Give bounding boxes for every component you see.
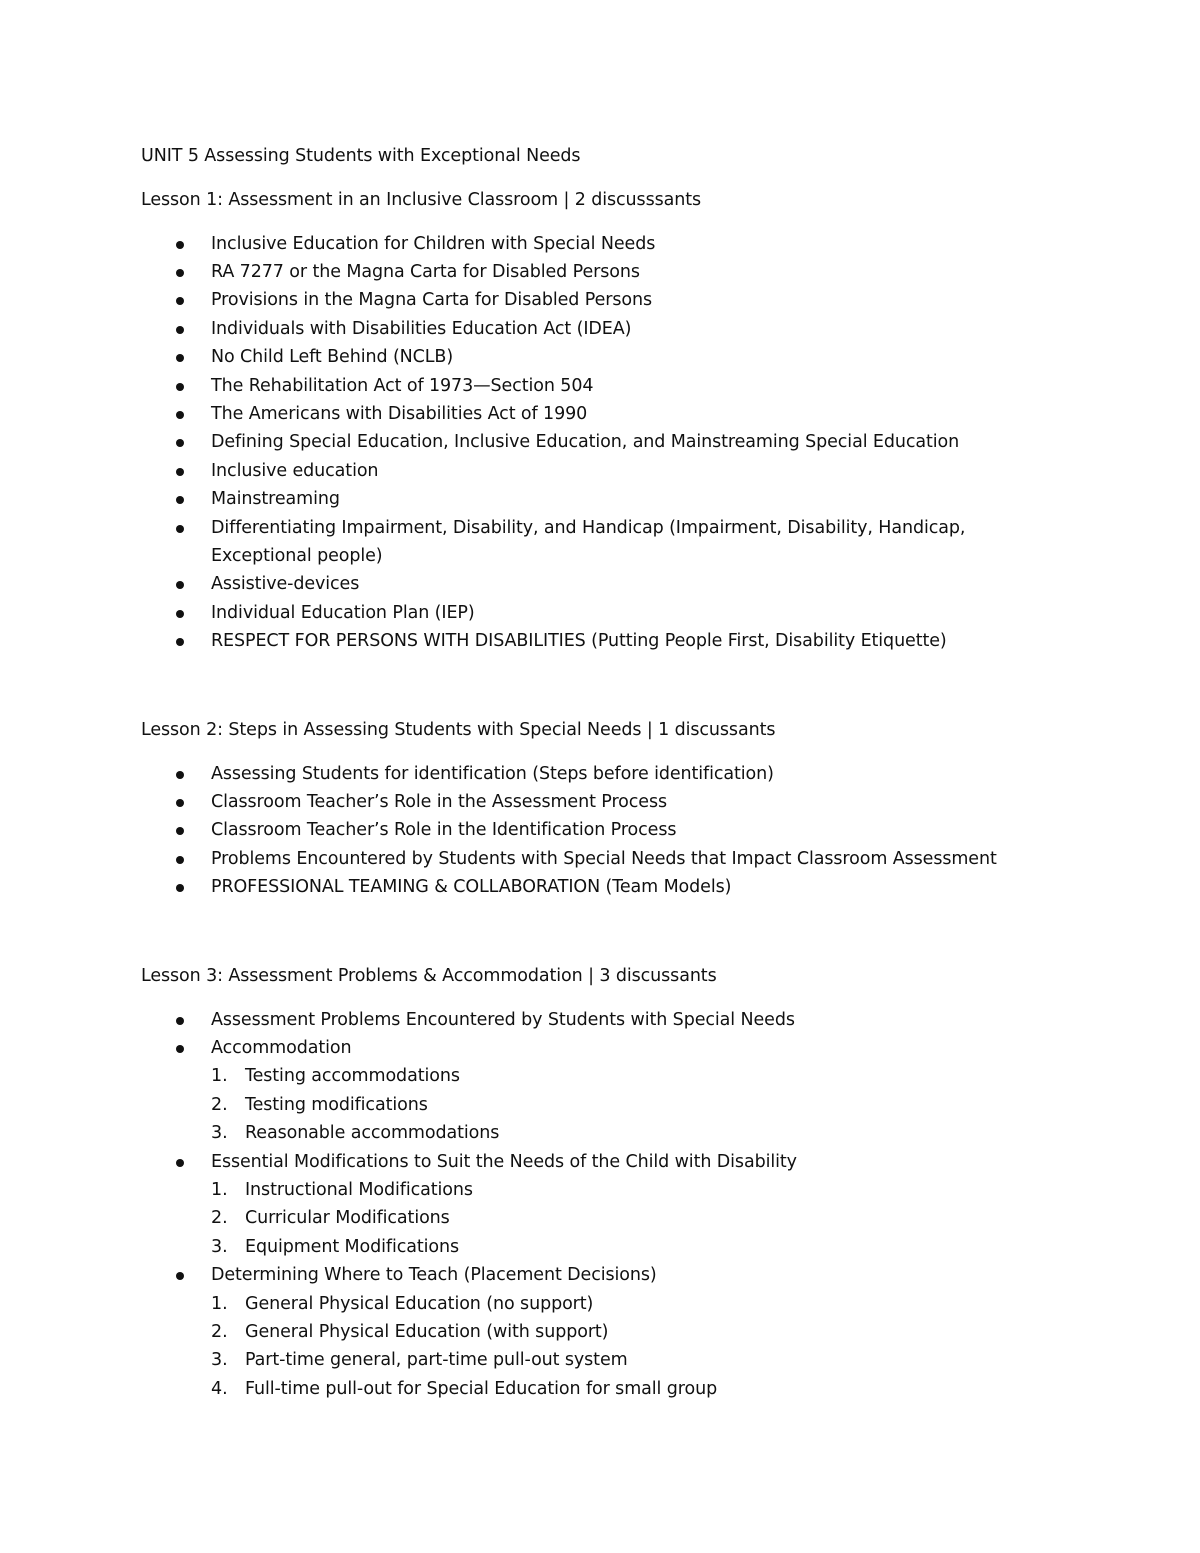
bullet-icon: [176, 411, 184, 419]
bullet-icon: [176, 468, 184, 476]
bullet-icon: [176, 241, 184, 249]
bullet-icon: [176, 799, 184, 807]
list-number: 1.: [211, 1066, 228, 1087]
sub-list-item: General Physical Education (with support): [245, 1321, 609, 1342]
sub-list-item: Curricular Modifications: [245, 1208, 450, 1229]
unit-title: UNIT 5 Assessing Students with Exceptional Needs: [141, 146, 581, 166]
lesson-title-1: Lesson 1: Assessment in an Inclusive Classroom | 2 discusssants: [141, 190, 701, 210]
list-number: 2.: [211, 1208, 228, 1229]
list-item: Essential Modifications to Suit the Needs of the Child with Disability: [211, 1151, 797, 1172]
sub-list-item: Testing modifications: [245, 1094, 428, 1115]
list-number: 3.: [211, 1350, 228, 1371]
bullet-icon: [176, 1045, 184, 1053]
list-item: Determining Where to Teach (Placement Decisions): [211, 1265, 657, 1286]
bullet-icon: [176, 269, 184, 277]
list-item: The Rehabilitation Act of 1973—Section 504: [211, 375, 594, 396]
list-item: RA 7277 or the Magna Carta for Disabled Persons: [211, 261, 640, 282]
sub-list-item: Reasonable accommodations: [245, 1123, 500, 1144]
sub-list-item: Instructional Modifications: [245, 1179, 473, 1200]
bullet-icon: [176, 1159, 184, 1167]
list-item: Differentiating Impairment, Disability, and Handicap (Impairment, Disability, Handicap,: [211, 517, 966, 538]
list-item: Mainstreaming: [211, 489, 340, 510]
list-item: Accommodation: [211, 1037, 352, 1058]
bullet-icon: [176, 326, 184, 334]
sub-list-item: Full-time pull-out for Special Education for small group: [245, 1378, 718, 1399]
list-number: 3.: [211, 1123, 228, 1144]
sub-list-item: General Physical Education (no support): [245, 1293, 594, 1314]
bullet-icon: [176, 439, 184, 447]
bullet-icon: [176, 884, 184, 892]
list-item: The Americans with Disabilities Act of 1990: [211, 403, 588, 424]
bullet-icon: [176, 771, 184, 779]
bullet-icon: [176, 610, 184, 618]
lesson-title-2: Lesson 2: Steps in Assessing Students with Special Needs | 1 discussants: [141, 720, 776, 740]
list-item: Provisions in the Magna Carta for Disabled Persons: [211, 290, 652, 311]
bullet-icon: [176, 297, 184, 305]
list-item: Defining Special Education, Inclusive Education, and Mainstreaming Special Education: [211, 432, 960, 453]
list-number: 2.: [211, 1094, 228, 1115]
sub-list-item: Equipment Modifications: [245, 1236, 460, 1257]
list-item: Classroom Teacher’s Role in the Identification Process: [211, 820, 677, 841]
bullet-icon: [176, 856, 184, 864]
list-item: No Child Left Behind (NCLB): [211, 347, 454, 368]
bullet-icon: [176, 1272, 184, 1280]
list-item: Individuals with Disabilities Education Act (IDEA): [211, 318, 632, 339]
list-item-continuation: Exceptional people): [211, 545, 383, 566]
bullet-icon: [176, 525, 184, 533]
list-number: 3.: [211, 1236, 228, 1257]
list-number: 2.: [211, 1321, 228, 1342]
list-number: 1.: [211, 1293, 228, 1314]
list-item: Problems Encountered by Students with Special Needs that Impact Classroom Assessment: [211, 848, 997, 869]
list-item: Inclusive education: [211, 460, 379, 481]
list-item: Inclusive Education for Children with Special Needs: [211, 233, 656, 254]
list-number: 1.: [211, 1179, 228, 1200]
list-item: Assessing Students for identification (Steps before identification): [211, 763, 774, 784]
list-item: PROFESSIONAL TEAMING & COLLABORATION (Team Models): [211, 877, 732, 898]
bullet-icon: [176, 581, 184, 589]
bullet-icon: [176, 496, 184, 504]
sub-list-item: Testing accommodations: [245, 1066, 460, 1087]
bullet-icon: [176, 1017, 184, 1025]
list-item: RESPECT FOR PERSONS WITH DISABILITIES (Putting People First, Disability Etiquette): [211, 631, 947, 652]
sub-list-item: Part-time general, part-time pull-out system: [245, 1350, 628, 1371]
list-item: Individual Education Plan (IEP): [211, 602, 475, 623]
bullet-icon: [176, 383, 184, 391]
list-item: Assistive-devices: [211, 574, 360, 595]
bullet-icon: [176, 638, 184, 646]
list-item: Assessment Problems Encountered by Students with Special Needs: [211, 1009, 795, 1030]
lesson-title-3: Lesson 3: Assessment Problems & Accommodation | 3 discussants: [141, 966, 717, 986]
bullet-icon: [176, 827, 184, 835]
bullet-icon: [176, 354, 184, 362]
list-item: Classroom Teacher’s Role in the Assessment Process: [211, 791, 667, 812]
list-number: 4.: [211, 1378, 228, 1399]
